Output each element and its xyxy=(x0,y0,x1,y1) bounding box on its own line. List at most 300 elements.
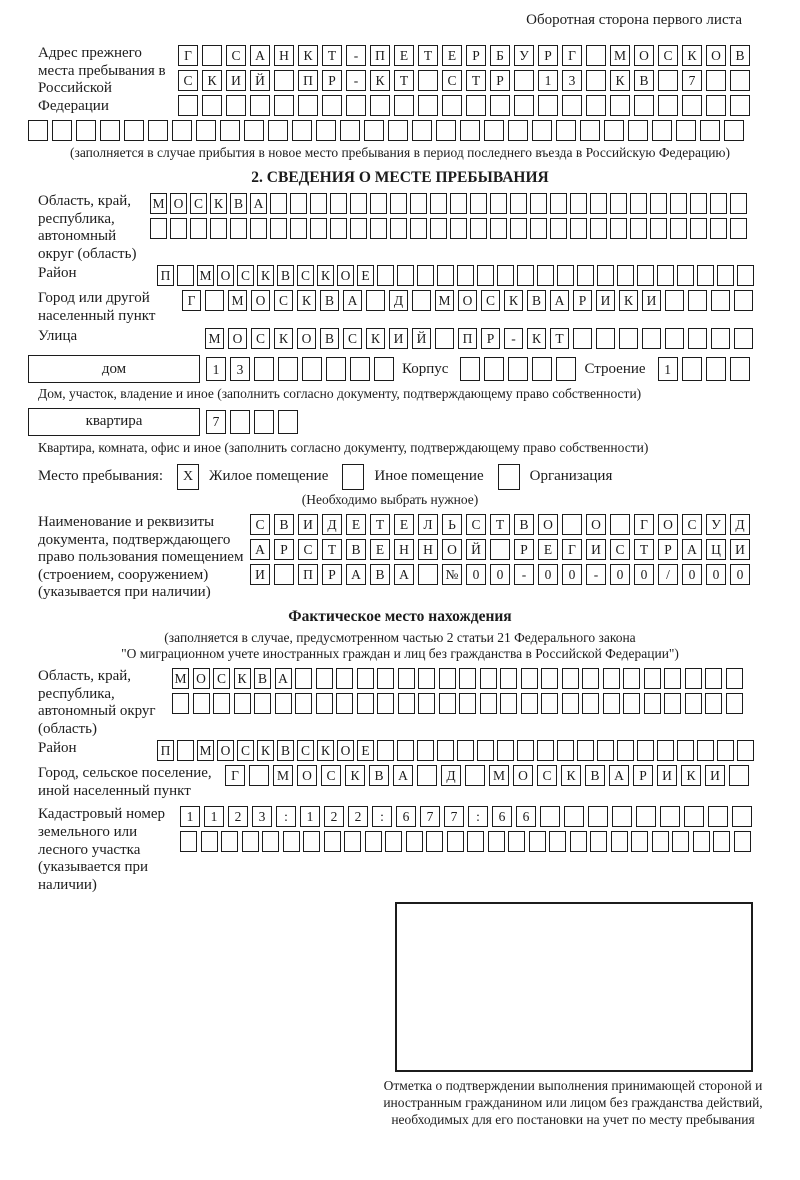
char-cell[interactable] xyxy=(652,120,672,141)
char-cell[interactable] xyxy=(364,120,384,141)
char-cell[interactable]: О xyxy=(337,265,354,286)
char-cell[interactable]: К xyxy=(298,45,318,66)
char-cell[interactable] xyxy=(517,265,534,286)
char-cell[interactable] xyxy=(644,693,661,714)
char-cell[interactable] xyxy=(418,668,435,689)
char-cell[interactable]: 1 xyxy=(204,806,224,827)
char-cell[interactable]: Т xyxy=(634,539,654,560)
char-cell[interactable]: И xyxy=(586,539,606,560)
char-cell[interactable] xyxy=(100,120,120,141)
char-cell[interactable] xyxy=(490,193,507,214)
char-cell[interactable] xyxy=(221,831,238,852)
char-cell[interactable]: 3 xyxy=(252,806,272,827)
char-cell[interactable]: В xyxy=(320,290,339,311)
char-cell[interactable]: Т xyxy=(394,70,414,91)
char-cell[interactable] xyxy=(254,693,271,714)
char-cell[interactable]: 0 xyxy=(610,564,630,585)
char-cell[interactable]: П xyxy=(157,740,174,761)
char-cell[interactable] xyxy=(374,357,394,381)
char-cell[interactable] xyxy=(682,357,702,381)
char-cell[interactable] xyxy=(377,693,394,714)
char-cell[interactable]: 6 xyxy=(396,806,416,827)
char-cell[interactable]: - xyxy=(346,45,366,66)
char-cell[interactable]: А xyxy=(393,765,413,786)
char-cell[interactable] xyxy=(230,218,247,239)
char-cell[interactable]: С xyxy=(682,514,702,535)
char-cell[interactable] xyxy=(706,357,726,381)
char-cell[interactable]: Е xyxy=(394,514,414,535)
char-cell[interactable]: А xyxy=(550,290,569,311)
char-cell[interactable] xyxy=(177,265,194,286)
char-cell[interactable] xyxy=(570,218,587,239)
char-cell[interactable]: К xyxy=(366,328,385,349)
char-cell[interactable]: 1 xyxy=(538,70,558,91)
char-cell[interactable]: С xyxy=(297,740,314,761)
char-cell[interactable] xyxy=(270,193,287,214)
char-cell[interactable] xyxy=(590,193,607,214)
char-cell[interactable] xyxy=(612,806,632,827)
char-cell[interactable] xyxy=(418,70,438,91)
char-cell[interactable] xyxy=(180,831,197,852)
char-cell[interactable]: Р xyxy=(538,45,558,66)
char-cell[interactable] xyxy=(484,357,504,381)
char-cell[interactable] xyxy=(610,95,630,116)
char-cell[interactable]: К xyxy=(257,265,274,286)
char-cell[interactable]: А xyxy=(250,193,267,214)
char-cell[interactable] xyxy=(412,120,432,141)
char-cell[interactable] xyxy=(637,265,654,286)
char-cell[interactable] xyxy=(650,218,667,239)
char-cell[interactable] xyxy=(724,120,744,141)
char-cell[interactable]: 0 xyxy=(682,564,702,585)
char-cell[interactable]: Г xyxy=(634,514,654,535)
char-cell[interactable] xyxy=(278,357,298,381)
char-cell[interactable] xyxy=(603,668,620,689)
char-cell[interactable] xyxy=(270,218,287,239)
char-cell[interactable]: О xyxy=(442,539,462,560)
char-cell[interactable] xyxy=(541,693,558,714)
char-cell[interactable] xyxy=(676,120,696,141)
char-cell[interactable]: А xyxy=(609,765,629,786)
char-cell[interactable]: К xyxy=(370,70,390,91)
char-cell[interactable]: Д xyxy=(389,290,408,311)
char-cell[interactable]: Б xyxy=(490,45,510,66)
char-cell[interactable] xyxy=(658,70,678,91)
char-cell[interactable] xyxy=(514,95,534,116)
char-cell[interactable]: Д xyxy=(730,514,750,535)
char-cell[interactable]: С xyxy=(213,668,230,689)
char-cell[interactable]: В xyxy=(370,564,390,585)
char-cell[interactable] xyxy=(734,328,753,349)
char-cell[interactable] xyxy=(617,265,634,286)
char-cell[interactable]: К xyxy=(345,765,365,786)
char-cell[interactable] xyxy=(688,290,707,311)
char-cell[interactable] xyxy=(590,218,607,239)
char-cell[interactable]: В xyxy=(277,740,294,761)
char-cell[interactable]: А xyxy=(394,564,414,585)
char-cell[interactable]: Р xyxy=(573,290,592,311)
char-cell[interactable] xyxy=(459,693,476,714)
char-cell[interactable] xyxy=(470,218,487,239)
char-cell[interactable]: Р xyxy=(490,70,510,91)
char-cell[interactable] xyxy=(390,218,407,239)
char-cell[interactable] xyxy=(500,668,517,689)
char-cell[interactable] xyxy=(190,218,207,239)
char-cell[interactable] xyxy=(514,70,534,91)
char-cell[interactable] xyxy=(278,410,298,434)
char-cell[interactable] xyxy=(205,290,224,311)
char-cell[interactable]: Т xyxy=(322,45,342,66)
char-cell[interactable] xyxy=(684,806,704,827)
char-cell[interactable] xyxy=(430,193,447,214)
char-cell[interactable] xyxy=(397,740,414,761)
char-cell[interactable] xyxy=(537,740,554,761)
char-cell[interactable]: С xyxy=(251,328,270,349)
char-cell[interactable] xyxy=(706,95,726,116)
char-cell[interactable] xyxy=(677,740,694,761)
char-cell[interactable] xyxy=(628,120,648,141)
char-cell[interactable]: Ц xyxy=(706,539,726,560)
char-cell[interactable]: К xyxy=(619,290,638,311)
char-cell[interactable] xyxy=(670,193,687,214)
char-cell[interactable]: А xyxy=(346,564,366,585)
char-cell[interactable]: И xyxy=(642,290,661,311)
char-cell[interactable] xyxy=(357,693,374,714)
char-cell[interactable]: О xyxy=(337,740,354,761)
char-cell[interactable] xyxy=(711,328,730,349)
char-cell[interactable]: 6 xyxy=(492,806,512,827)
char-cell[interactable]: С xyxy=(190,193,207,214)
char-cell[interactable] xyxy=(488,831,505,852)
char-cell[interactable] xyxy=(537,265,554,286)
char-cell[interactable]: Е xyxy=(370,539,390,560)
char-cell[interactable] xyxy=(177,740,194,761)
char-cell[interactable]: К xyxy=(210,193,227,214)
char-cell[interactable] xyxy=(577,265,594,286)
char-cell[interactable]: Т xyxy=(490,514,510,535)
char-cell[interactable] xyxy=(76,120,96,141)
char-cell[interactable] xyxy=(652,831,669,852)
char-cell[interactable]: С xyxy=(610,539,630,560)
char-cell[interactable] xyxy=(470,193,487,214)
char-cell[interactable] xyxy=(344,831,361,852)
char-cell[interactable]: К xyxy=(257,740,274,761)
char-cell[interactable]: С xyxy=(298,539,318,560)
char-cell[interactable]: - xyxy=(504,328,523,349)
char-cell[interactable] xyxy=(262,831,279,852)
char-cell[interactable]: М xyxy=(150,193,167,214)
char-cell[interactable]: М xyxy=(228,290,247,311)
char-cell[interactable]: К xyxy=(234,668,251,689)
char-cell[interactable] xyxy=(439,668,456,689)
char-cell[interactable] xyxy=(530,193,547,214)
char-cell[interactable] xyxy=(556,120,576,141)
char-cell[interactable] xyxy=(562,668,579,689)
char-cell[interactable]: 2 xyxy=(324,806,344,827)
char-cell[interactable] xyxy=(630,193,647,214)
char-cell[interactable] xyxy=(490,95,510,116)
char-cell[interactable] xyxy=(586,45,606,66)
char-cell[interactable] xyxy=(394,95,414,116)
char-cell[interactable]: С xyxy=(250,514,270,535)
char-cell[interactable] xyxy=(586,95,606,116)
char-cell[interactable] xyxy=(706,70,726,91)
char-cell[interactable]: Р xyxy=(633,765,653,786)
char-cell[interactable]: С xyxy=(321,765,341,786)
char-cell[interactable]: О xyxy=(634,45,654,66)
char-cell[interactable] xyxy=(249,765,269,786)
char-cell[interactable] xyxy=(298,95,318,116)
char-cell[interactable]: Н xyxy=(418,539,438,560)
char-cell[interactable] xyxy=(670,218,687,239)
char-cell[interactable]: В xyxy=(320,328,339,349)
char-cell[interactable] xyxy=(346,95,366,116)
char-cell[interactable]: 3 xyxy=(230,357,250,381)
char-cell[interactable] xyxy=(630,218,647,239)
char-cell[interactable] xyxy=(730,193,747,214)
char-cell[interactable] xyxy=(254,357,274,381)
char-cell[interactable] xyxy=(330,193,347,214)
char-cell[interactable] xyxy=(564,806,584,827)
char-cell[interactable]: С xyxy=(343,328,362,349)
char-cell[interactable] xyxy=(672,831,689,852)
char-cell[interactable] xyxy=(316,120,336,141)
char-cell[interactable]: Й xyxy=(466,539,486,560)
char-cell[interactable]: - xyxy=(346,70,366,91)
char-cell[interactable] xyxy=(357,668,374,689)
char-cell[interactable] xyxy=(250,95,270,116)
char-cell[interactable] xyxy=(490,539,510,560)
char-cell[interactable] xyxy=(350,357,370,381)
char-cell[interactable]: К xyxy=(610,70,630,91)
char-cell[interactable]: Р xyxy=(322,70,342,91)
char-cell[interactable] xyxy=(717,740,734,761)
char-cell[interactable] xyxy=(634,95,654,116)
char-cell[interactable]: С xyxy=(442,70,462,91)
char-cell[interactable] xyxy=(370,193,387,214)
char-cell[interactable]: Л xyxy=(418,514,438,535)
char-cell[interactable] xyxy=(52,120,72,141)
char-cell[interactable]: Н xyxy=(274,45,294,66)
char-cell[interactable] xyxy=(410,193,427,214)
char-cell[interactable] xyxy=(631,831,648,852)
char-cell[interactable]: - xyxy=(586,564,606,585)
char-cell[interactable] xyxy=(562,514,582,535)
char-cell[interactable]: П xyxy=(298,564,318,585)
char-cell[interactable] xyxy=(730,70,750,91)
char-cell[interactable] xyxy=(417,265,434,286)
char-cell[interactable] xyxy=(550,193,567,214)
char-cell[interactable]: Т xyxy=(466,70,486,91)
char-cell[interactable]: М xyxy=(610,45,630,66)
char-cell[interactable] xyxy=(370,95,390,116)
char-cell[interactable]: О xyxy=(297,765,317,786)
char-cell[interactable] xyxy=(385,831,402,852)
char-cell[interactable] xyxy=(557,265,574,286)
char-cell[interactable]: В xyxy=(369,765,389,786)
char-cell[interactable] xyxy=(274,95,294,116)
char-cell[interactable]: С xyxy=(178,70,198,91)
char-cell[interactable]: Г xyxy=(178,45,198,66)
char-cell[interactable] xyxy=(665,328,684,349)
char-cell[interactable] xyxy=(178,95,198,116)
char-cell[interactable] xyxy=(664,693,681,714)
char-cell[interactable]: В xyxy=(514,514,534,535)
char-cell[interactable]: С xyxy=(237,265,254,286)
char-cell[interactable]: А xyxy=(682,539,702,560)
char-cell[interactable] xyxy=(711,290,730,311)
char-cell[interactable] xyxy=(521,693,538,714)
char-cell[interactable] xyxy=(690,193,707,214)
char-cell[interactable] xyxy=(577,740,594,761)
char-cell[interactable] xyxy=(388,120,408,141)
char-cell[interactable]: М xyxy=(197,740,214,761)
char-cell[interactable]: В xyxy=(730,45,750,66)
char-cell[interactable] xyxy=(734,831,751,852)
char-cell[interactable] xyxy=(210,218,227,239)
char-cell[interactable]: М xyxy=(273,765,293,786)
char-cell[interactable] xyxy=(418,95,438,116)
char-cell[interactable] xyxy=(295,693,312,714)
char-cell[interactable]: С xyxy=(274,290,293,311)
char-cell[interactable]: К xyxy=(297,290,316,311)
char-cell[interactable] xyxy=(538,95,558,116)
char-cell[interactable]: 0 xyxy=(490,564,510,585)
stay-option-other-checkbox[interactable] xyxy=(342,464,364,490)
char-cell[interactable]: Р xyxy=(322,564,342,585)
char-cell[interactable]: О xyxy=(706,45,726,66)
char-cell[interactable] xyxy=(490,218,507,239)
char-cell[interactable] xyxy=(573,328,592,349)
char-cell[interactable] xyxy=(302,357,322,381)
char-cell[interactable]: О xyxy=(193,668,210,689)
char-cell[interactable] xyxy=(642,328,661,349)
char-cell[interactable]: М xyxy=(197,265,214,286)
char-cell[interactable]: У xyxy=(706,514,726,535)
char-cell[interactable] xyxy=(366,290,385,311)
char-cell[interactable]: В xyxy=(277,265,294,286)
char-cell[interactable] xyxy=(365,831,382,852)
char-cell[interactable] xyxy=(196,120,216,141)
char-cell[interactable] xyxy=(556,357,576,381)
char-cell[interactable]: 1 xyxy=(206,357,226,381)
char-cell[interactable]: К xyxy=(561,765,581,786)
char-cell[interactable] xyxy=(268,120,288,141)
char-cell[interactable] xyxy=(682,95,702,116)
char-cell[interactable]: 7 xyxy=(682,70,702,91)
char-cell[interactable] xyxy=(657,265,674,286)
char-cell[interactable]: : xyxy=(276,806,296,827)
char-cell[interactable] xyxy=(508,120,528,141)
char-cell[interactable]: О xyxy=(217,740,234,761)
char-cell[interactable]: 0 xyxy=(466,564,486,585)
char-cell[interactable]: П xyxy=(298,70,318,91)
char-cell[interactable]: 0 xyxy=(730,564,750,585)
char-cell[interactable] xyxy=(737,265,754,286)
char-cell[interactable]: О xyxy=(458,290,477,311)
char-cell[interactable]: С xyxy=(297,265,314,286)
stay-option-organization-checkbox[interactable] xyxy=(498,464,520,490)
char-cell[interactable] xyxy=(562,693,579,714)
char-cell[interactable] xyxy=(623,668,640,689)
char-cell[interactable] xyxy=(657,740,674,761)
char-cell[interactable] xyxy=(590,831,607,852)
char-cell[interactable] xyxy=(658,95,678,116)
char-cell[interactable]: С xyxy=(658,45,678,66)
char-cell[interactable]: В xyxy=(634,70,654,91)
char-cell[interactable] xyxy=(250,218,267,239)
char-cell[interactable]: В xyxy=(230,193,247,214)
char-cell[interactable] xyxy=(685,693,702,714)
char-cell[interactable]: 0 xyxy=(562,564,582,585)
char-cell[interactable]: К xyxy=(504,290,523,311)
char-cell[interactable]: Й xyxy=(250,70,270,91)
char-cell[interactable] xyxy=(193,693,210,714)
char-cell[interactable] xyxy=(517,740,534,761)
char-cell[interactable] xyxy=(316,668,333,689)
char-cell[interactable] xyxy=(244,120,264,141)
char-cell[interactable]: Т xyxy=(370,514,390,535)
char-cell[interactable]: П xyxy=(157,265,174,286)
char-cell[interactable]: 7 xyxy=(206,410,226,434)
char-cell[interactable]: И xyxy=(657,765,677,786)
char-cell[interactable]: - xyxy=(514,564,534,585)
char-cell[interactable] xyxy=(713,831,730,852)
char-cell[interactable] xyxy=(350,193,367,214)
char-cell[interactable] xyxy=(582,668,599,689)
char-cell[interactable] xyxy=(729,765,749,786)
char-cell[interactable] xyxy=(418,693,435,714)
char-cell[interactable]: И xyxy=(226,70,246,91)
char-cell[interactable] xyxy=(562,95,582,116)
char-cell[interactable]: 1 xyxy=(300,806,320,827)
char-cell[interactable]: А xyxy=(343,290,362,311)
char-cell[interactable]: Г xyxy=(562,45,582,66)
char-cell[interactable] xyxy=(685,668,702,689)
char-cell[interactable] xyxy=(295,668,312,689)
char-cell[interactable]: 6 xyxy=(516,806,536,827)
char-cell[interactable] xyxy=(650,193,667,214)
char-cell[interactable] xyxy=(202,45,222,66)
char-cell[interactable]: : xyxy=(468,806,488,827)
char-cell[interactable]: Р xyxy=(514,539,534,560)
char-cell[interactable]: 0 xyxy=(538,564,558,585)
char-cell[interactable] xyxy=(436,120,456,141)
char-cell[interactable] xyxy=(390,193,407,214)
char-cell[interactable] xyxy=(303,831,320,852)
char-cell[interactable] xyxy=(336,693,353,714)
char-cell[interactable] xyxy=(610,218,627,239)
char-cell[interactable] xyxy=(202,95,222,116)
char-cell[interactable] xyxy=(316,693,333,714)
char-cell[interactable]: О xyxy=(170,193,187,214)
char-cell[interactable]: А xyxy=(250,539,270,560)
char-cell[interactable] xyxy=(220,120,240,141)
char-cell[interactable] xyxy=(610,514,630,535)
char-cell[interactable]: 1 xyxy=(658,357,678,381)
char-cell[interactable] xyxy=(700,120,720,141)
char-cell[interactable]: О xyxy=(251,290,270,311)
char-cell[interactable]: Р xyxy=(274,539,294,560)
char-cell[interactable]: Т xyxy=(418,45,438,66)
char-cell[interactable] xyxy=(582,693,599,714)
char-cell[interactable]: 2 xyxy=(348,806,368,827)
stay-option-residential-checkbox[interactable]: X xyxy=(177,464,199,490)
char-cell[interactable]: Р xyxy=(658,539,678,560)
char-cell[interactable] xyxy=(693,831,710,852)
char-cell[interactable]: 3 xyxy=(562,70,582,91)
char-cell[interactable] xyxy=(340,120,360,141)
